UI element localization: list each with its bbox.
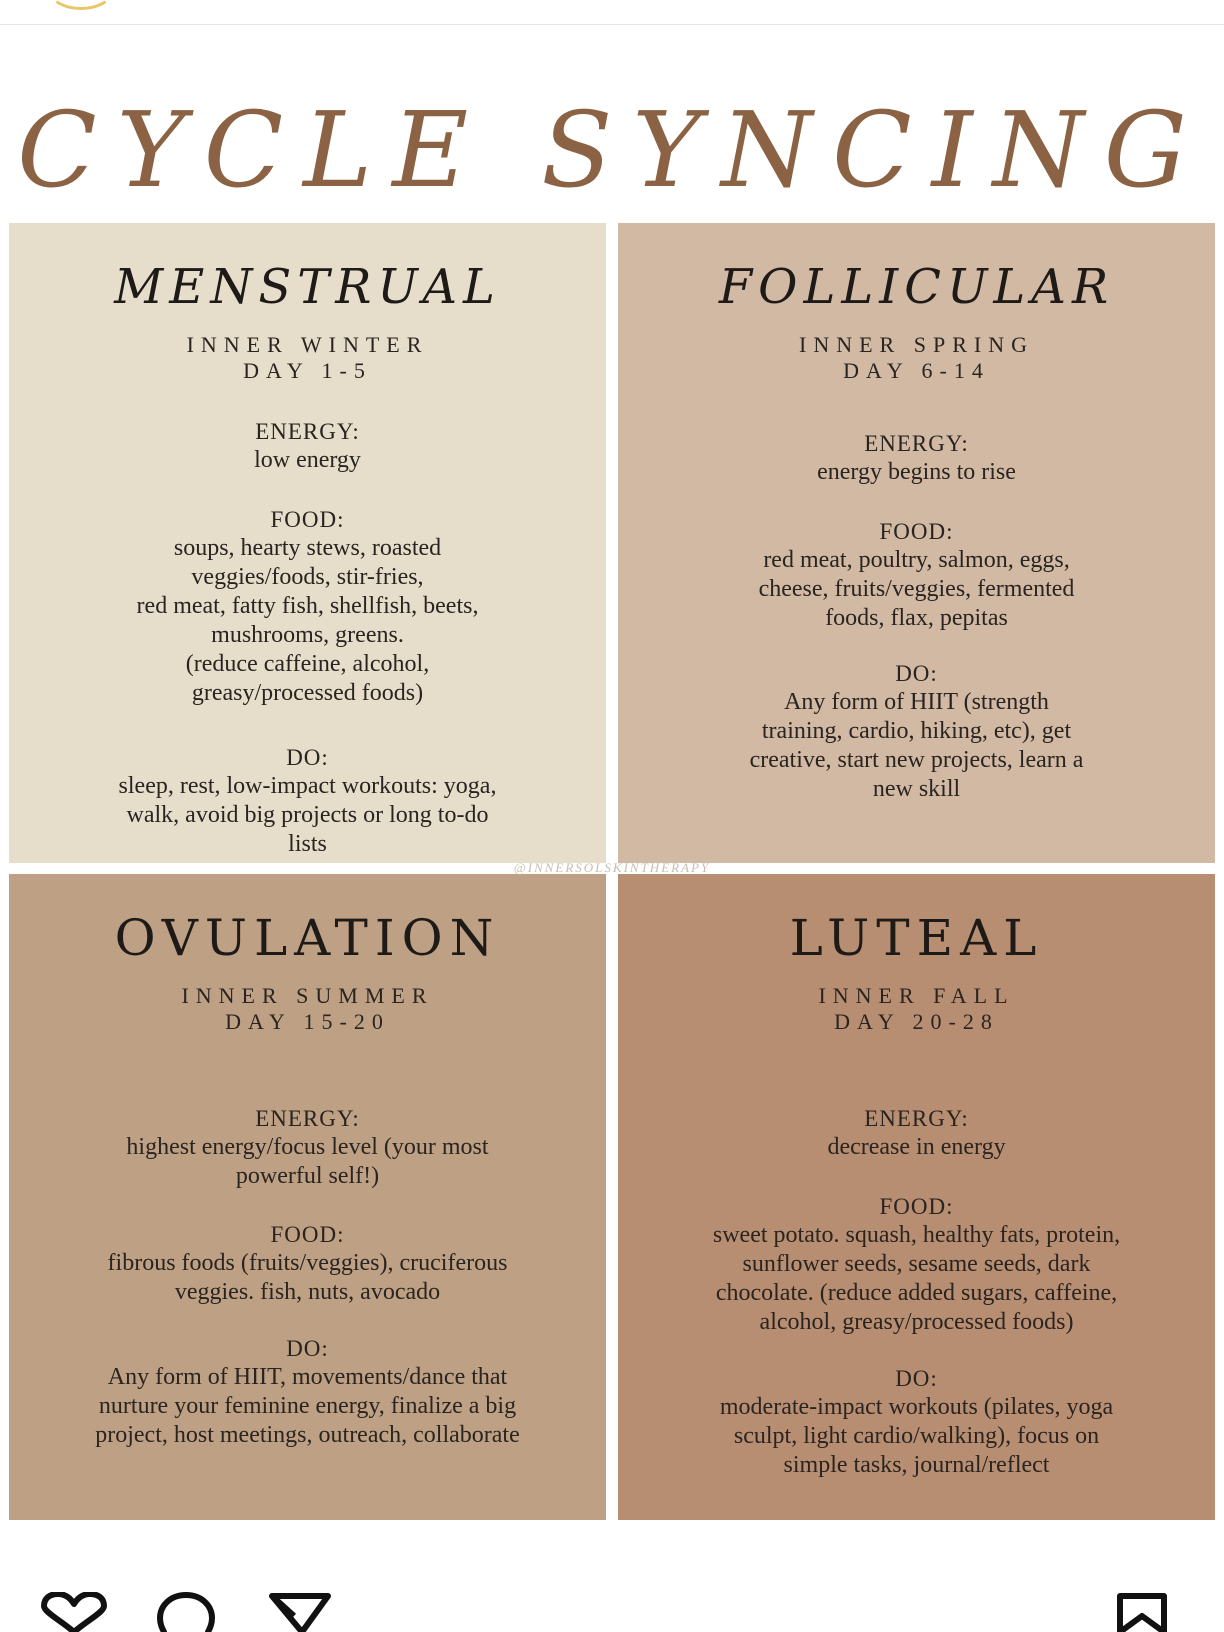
food-label: FOOD: bbox=[270, 507, 345, 532]
food-line: sweet potato. squash, healthy fats, protein, bbox=[712, 1222, 1121, 1248]
food-line: soups, hearty stews, roasted bbox=[173, 535, 442, 561]
energy-section bbox=[648, 429, 1185, 487]
do-line: moderate-impact workouts (pilates, yoga bbox=[719, 1394, 1114, 1420]
phase-days: DAY 15-20 bbox=[225, 1009, 390, 1034]
food-section bbox=[648, 517, 1185, 633]
energy-text: energy begins to rise bbox=[817, 459, 1016, 485]
phase-title: LUTEAL bbox=[789, 909, 1044, 967]
do-line: Any form of HIIT (strength bbox=[784, 689, 1049, 715]
panel-menstrual bbox=[9, 223, 606, 863]
do-line: Any form of HIIT, movements/dance that bbox=[107, 1364, 508, 1390]
panel-follicular bbox=[618, 223, 1215, 863]
food-section bbox=[648, 1192, 1185, 1337]
food-line: cheese, fruits/veggies, fermented bbox=[758, 576, 1075, 602]
do-label: DO: bbox=[286, 745, 329, 770]
do-line: training, cardio, hiking, etc), get bbox=[761, 718, 1072, 744]
energy-text: powerful self!) bbox=[235, 1163, 380, 1189]
food-line: greasy/processed foods) bbox=[191, 680, 424, 706]
food-line: sunflower seeds, sesame seeds, dark bbox=[742, 1251, 1091, 1277]
food-label: FOOD: bbox=[879, 519, 954, 544]
energy-label: ENERGY: bbox=[864, 431, 969, 456]
do-line: sculpt, light cardio/walking), focus on bbox=[733, 1423, 1100, 1449]
phase-days: DAY 1-5 bbox=[243, 358, 372, 383]
food-line: (reduce caffeine, alcohol, bbox=[185, 651, 430, 677]
food-line: foods, flax, pepitas bbox=[825, 605, 1008, 631]
food-line: fibrous foods (fruits/veggies), cruciferous bbox=[107, 1250, 508, 1276]
food-section bbox=[39, 505, 576, 708]
comment-icon[interactable] bbox=[156, 1592, 216, 1632]
do-label: DO: bbox=[895, 1366, 938, 1391]
phase-title: MENSTRUAL bbox=[114, 259, 501, 315]
energy-text: highest energy/focus level (your most bbox=[126, 1134, 489, 1160]
energy-section bbox=[39, 417, 576, 475]
phase-season: INNER SPRING bbox=[799, 332, 1034, 357]
phase-season: INNER WINTER bbox=[186, 332, 429, 357]
energy-label: ENERGY: bbox=[255, 1106, 360, 1131]
do-label: DO: bbox=[286, 1336, 329, 1361]
phase-season: INNER SUMMER bbox=[181, 983, 434, 1008]
do-line: lists bbox=[288, 831, 327, 857]
food-line: red meat, poultry, salmon, eggs, bbox=[763, 547, 1070, 573]
bookmark-icon[interactable] bbox=[1114, 1592, 1170, 1632]
energy-section bbox=[39, 1104, 576, 1191]
energy-label: ENERGY: bbox=[255, 419, 360, 444]
phase-days: DAY 6-14 bbox=[843, 358, 990, 383]
energy-section bbox=[648, 1104, 1185, 1162]
food-label: FOOD: bbox=[270, 1222, 345, 1247]
food-label: FOOD: bbox=[879, 1194, 954, 1219]
do-section bbox=[648, 659, 1185, 804]
do-line: project, host meetings, outreach, collaborate bbox=[95, 1422, 520, 1448]
food-line: chocolate. (reduce added sugars, caffeine, bbox=[715, 1280, 1118, 1306]
do-label: DO: bbox=[895, 661, 938, 686]
panel-ovulation bbox=[9, 874, 606, 1520]
energy-text: low energy bbox=[254, 447, 361, 473]
do-line: creative, start new projects, learn a bbox=[749, 747, 1084, 773]
do-line: simple tasks, journal/reflect bbox=[783, 1452, 1050, 1478]
food-line: veggies/foods, stir-fries, bbox=[191, 564, 424, 590]
action-bar bbox=[0, 1570, 1224, 1632]
top-bar bbox=[0, 0, 1224, 25]
energy-text: decrease in energy bbox=[827, 1134, 1006, 1160]
do-line: nurture your feminine energy, finalize a big bbox=[98, 1393, 517, 1419]
panel-luteal bbox=[618, 874, 1215, 1520]
send-icon[interactable] bbox=[268, 1592, 332, 1632]
do-section bbox=[39, 1334, 576, 1450]
food-line: mushrooms, greens. bbox=[211, 622, 404, 648]
do-line: new skill bbox=[872, 776, 961, 802]
do-section bbox=[39, 743, 576, 859]
do-line: sleep, rest, low-impact workouts: yoga, bbox=[118, 773, 497, 799]
phase-title: OVULATION bbox=[114, 909, 501, 967]
food-line: red meat, fatty fish, shellfish, beets, bbox=[136, 593, 479, 619]
do-section bbox=[648, 1364, 1185, 1480]
page-title: CYCLE SYNCING bbox=[17, 89, 1207, 211]
energy-label: ENERGY: bbox=[864, 1106, 969, 1131]
heart-icon[interactable] bbox=[40, 1592, 108, 1632]
phase-title: FOLLICULAR bbox=[718, 259, 1115, 315]
phase-season: INNER FALL bbox=[818, 983, 1015, 1008]
food-section bbox=[39, 1220, 576, 1307]
avatar[interactable] bbox=[48, 0, 114, 10]
watermark: @INNERSOLSKINTHERAPY bbox=[513, 860, 711, 875]
phase-days: DAY 20-28 bbox=[834, 1009, 999, 1034]
do-line: walk, avoid big projects or long to-do bbox=[126, 802, 489, 828]
food-line: veggies. fish, nuts, avocado bbox=[174, 1279, 441, 1305]
food-line: alcohol, greasy/processed foods) bbox=[759, 1309, 1074, 1335]
